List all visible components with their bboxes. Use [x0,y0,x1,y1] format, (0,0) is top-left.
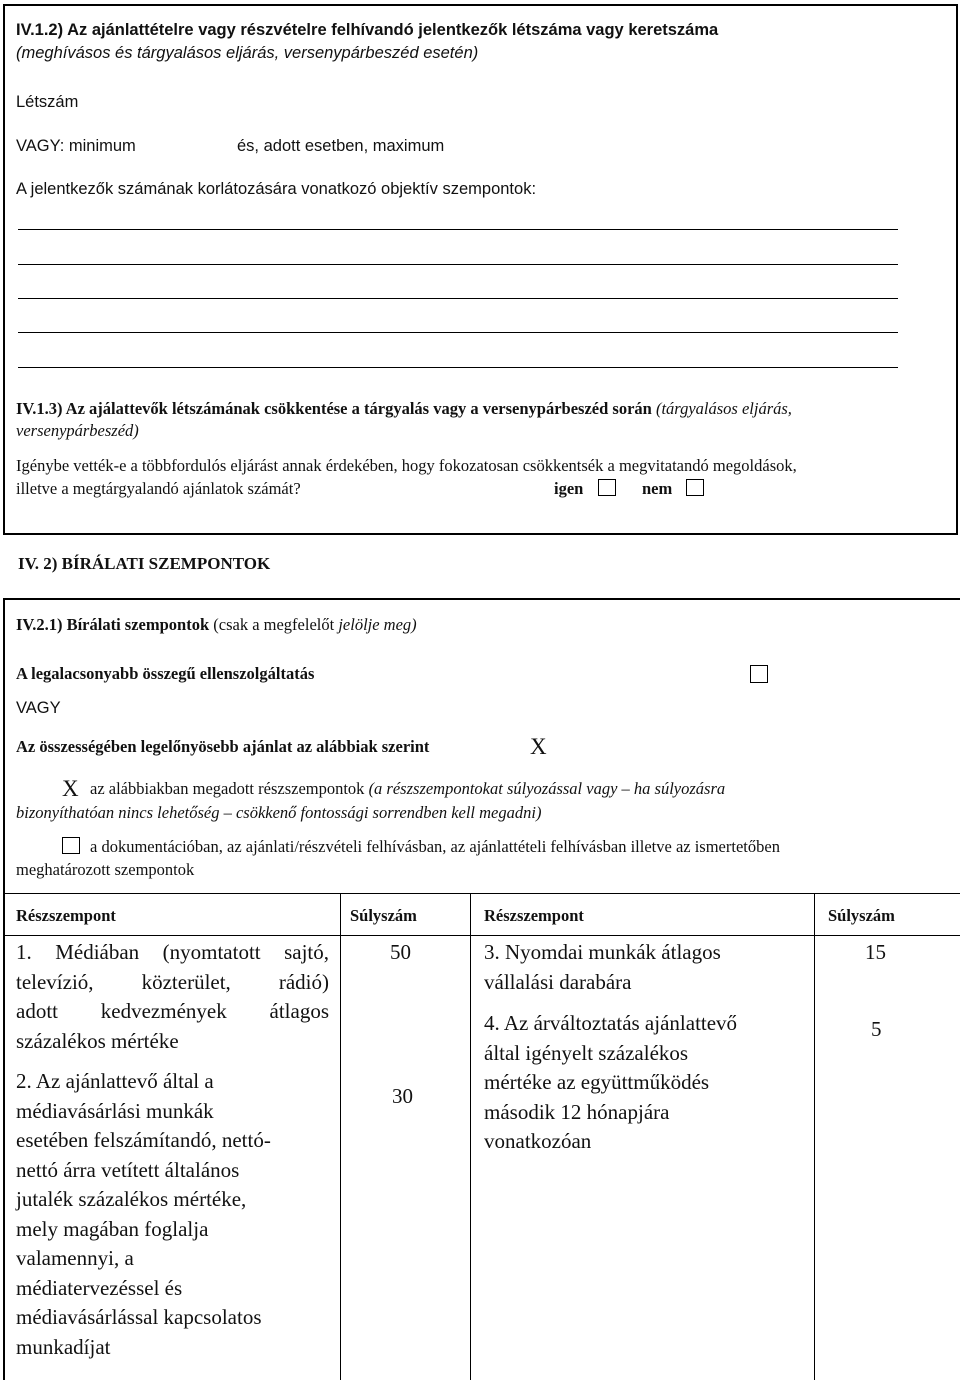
criteria-label: A jelentkezők számának korlátozására vonatkozó objektív szempontok: [16,180,537,198]
table-col-divider-3 [814,893,815,1380]
criteria-line-2 [18,264,898,265]
header-subcriterion-right: Részszempont [484,906,584,925]
criteria-line-1 [18,229,898,230]
no-checkbox[interactable] [686,479,704,496]
criteria-line-5 [18,367,898,368]
header-weight-left: Súlyszám [350,906,417,925]
criterion-3-weight: 15 [865,940,886,964]
documentation-option-line1: a dokumentációban, az ajánlati/részvételi felhívásban, az ajánlattételi felhívásban illetve az ismertetőben [90,837,780,856]
sub-criteria-option-line1: az alábbiakban megadott részszempontok (a részszempontokat súlyozással vagy – ha súlyozásra [90,779,726,798]
iv13-heading-line2: versenypárbeszéd) [16,421,139,440]
best-value-option: Az összességében legelőnyösebb ajánlat az alábbiak szerint [16,737,430,756]
criterion-1: 1. Médiában (nyomtatott sajtó, televízió, közterület, rádió) adott kedvezmények átlagos százalékos mértéke [16,940,329,1053]
iv13-question-line2: illetve a megtárgyalandó ajánlatok számát? [16,479,301,498]
lowest-price-checkbox[interactable] [750,665,768,683]
criteria-line-3 [18,298,898,299]
criterion-3: 3. Nyomdai munkák átlagos vállalási darabára [484,940,721,994]
sub-criteria-x-mark: X [62,776,79,801]
sub-criteria-option-line2: bizonyíthatóan nincs lehetőség – csökkenő fontossági sorrendben kell megadni) [16,803,542,822]
criterion-1-weight: 50 [390,940,411,964]
documentation-option-line2: meghatározott szempontok [16,860,195,879]
vagy-separator: VAGY [16,699,61,717]
criterion-2-weight: 30 [392,1084,413,1108]
iv21-heading: IV.2.1) Bírálati szempontok (csak a megfelelőt jelölje meg) [16,615,417,634]
iv13-heading: IV.1.3) Az ajálattevők létszámának csökkentése a tárgyalás vagy a versenypárbeszéd során (tárgyalásos eljárás, [16,399,792,418]
maximum-label: és, adott esetben, maximum [237,137,445,155]
table-col-divider-1 [340,893,341,1380]
table-col-divider-2 [470,893,471,1380]
best-value-x-mark: X [530,734,547,759]
lowest-price-option: A legalacsonyabb összegű ellenszolgáltatás [16,664,315,683]
yes-label: igen [554,479,584,498]
letszam-label: Létszám [16,93,79,111]
table-header-divider [3,935,960,936]
vagy-minimum-label: VAGY: minimum [16,137,136,155]
table-top-border [3,893,960,894]
no-label: nem [642,479,673,498]
documentation-checkbox[interactable] [62,837,80,854]
iv13-question-line1: Igénybe vették-e a többfordulós eljárást annak érdekében, hogy fokozatosan csökkentsék a megvitatandó megoldások, [16,456,797,475]
criterion-2: 2. Az ajánlattevő által a médiavásárlási munkák esetében felszámítandó, nettó- nettó árra vetített általános jutalék százalékos mértéke, mely magában foglalja valamennyi, a médiatervezéssel és médiavásárlással kapcsolatos munkadíjat [16,1069,271,1359]
criterion-4-weight: 5 [871,1017,882,1041]
header-weight-right: Súlyszám [828,906,895,925]
criterion-4: 4. Az árváltoztatás ajánlattevő által igényelt százalékos mértéke az együttműködés második 12 hónapjára vonatkozóan [484,1011,738,1153]
iv12-subheading: (meghívásos és tárgyalásos eljárás, versenypárbeszéd esetén) [16,44,479,62]
criteria-line-4 [18,332,898,333]
iv12-heading: IV.1.2) Az ajánlattételre vagy részvételre felhívandó jelentkezők létszáma vagy keretszáma [16,21,719,39]
header-subcriterion-left: Részszempont [16,906,116,925]
yes-checkbox[interactable] [598,479,616,496]
section-iv2-title: IV. 2) BÍRÁLATI SZEMPONTOK [18,554,271,573]
